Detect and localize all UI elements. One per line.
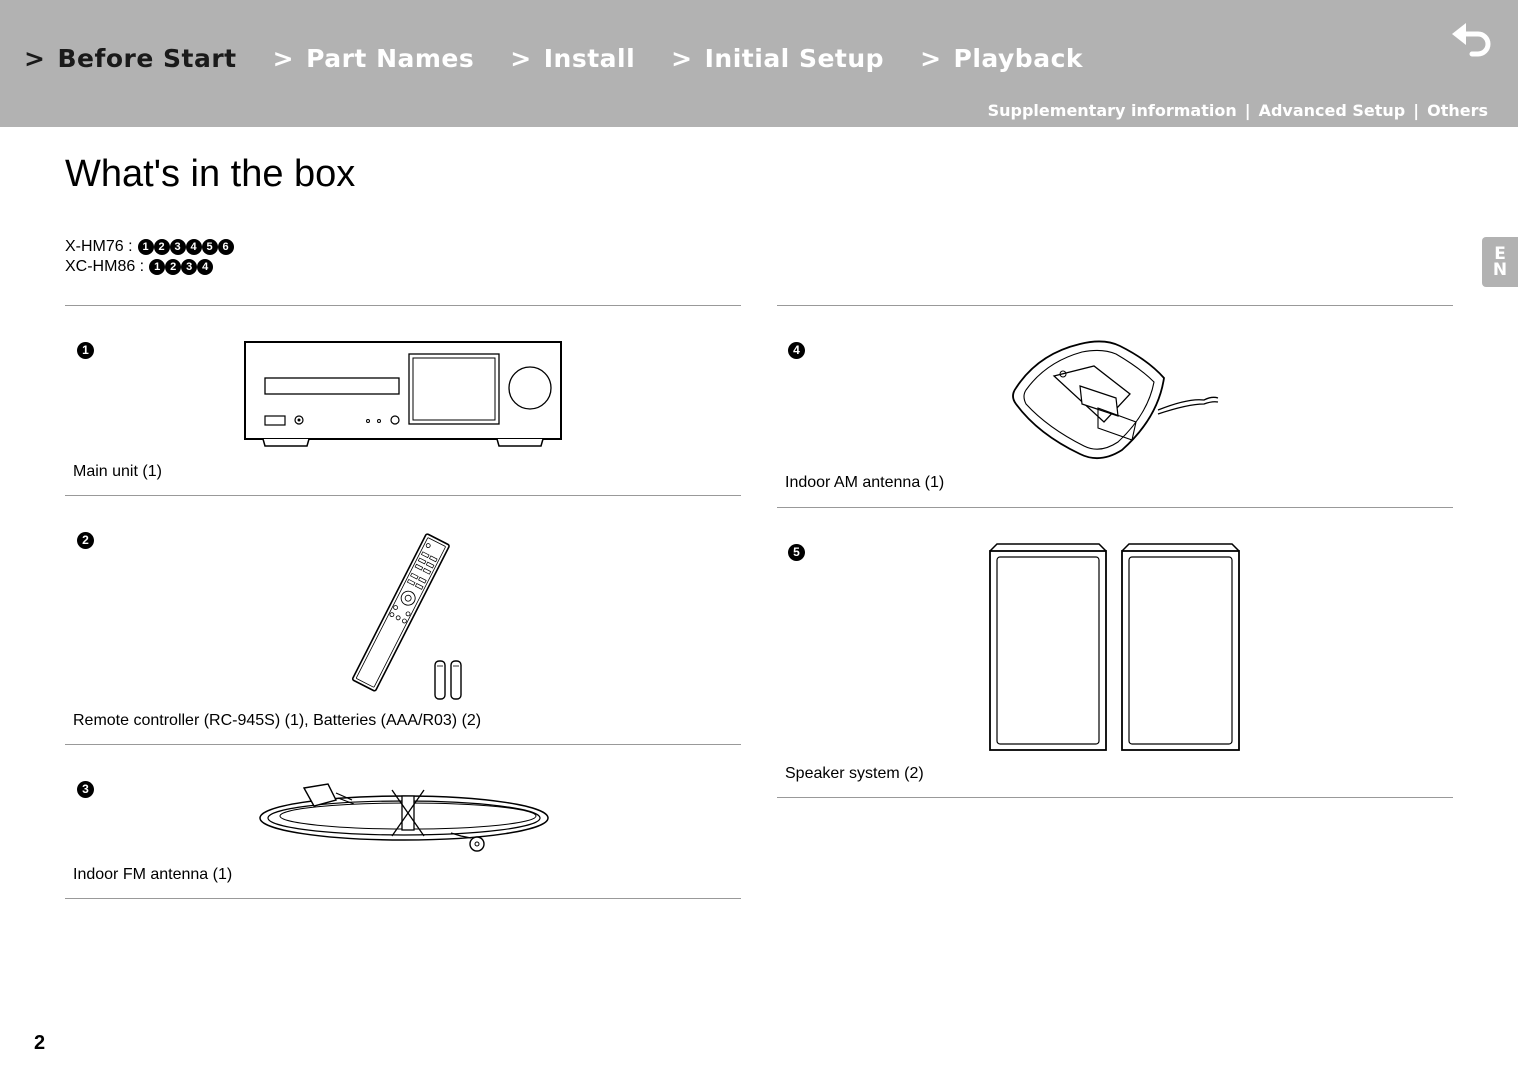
model-name: X-HM76 : [65, 238, 133, 255]
am-antenna-illustration [1008, 338, 1222, 469]
item-caption: Main unit (1) [73, 463, 162, 480]
model-contents-line [65, 258, 213, 276]
item-number-badge: 1 [138, 239, 154, 255]
item-number-badge: 1 [149, 259, 165, 275]
top-navigation-bar [0, 0, 1518, 127]
return-arrow-icon[interactable] [1448, 14, 1500, 58]
language-tab[interactable] [1482, 237, 1518, 287]
item-number-badge: 4 [788, 342, 805, 359]
language-tab-letter: N [1492, 260, 1508, 280]
main-unit-illustration [243, 340, 565, 457]
item-number-badge: 3 [77, 781, 94, 798]
nav-install[interactable]: > Install [510, 44, 636, 73]
page-title: What's in the box [65, 153, 356, 195]
remote-controller-illustration [338, 528, 470, 707]
page-number: 2 [34, 1032, 46, 1054]
item-number-badge: 2 [165, 259, 181, 275]
divider [777, 797, 1453, 798]
model-item-numbers [138, 239, 234, 255]
item-caption: Indoor AM antenna (1) [785, 474, 945, 491]
divider [777, 507, 1453, 508]
divider [777, 305, 1453, 306]
divider [65, 744, 741, 745]
divider [65, 898, 741, 899]
language-tab-letter: E [1494, 244, 1506, 264]
item-caption: Remote controller (RC-945S) (1), Batteries (AAA/R03) (2) [73, 712, 482, 729]
item-number-badge: 1 [77, 342, 94, 359]
fm-antenna-illustration [256, 778, 552, 861]
model-name: XC-HM86 : [65, 258, 145, 275]
item-number-badge: 2 [77, 532, 94, 549]
item-number-badge: 5 [202, 239, 218, 255]
divider [65, 495, 741, 496]
separator: | [1413, 101, 1420, 120]
item-number-badge: 4 [186, 239, 202, 255]
nav-part-names[interactable]: > Part Names [272, 44, 475, 73]
divider [65, 305, 741, 306]
item-number-badge: 6 [218, 239, 234, 255]
model-item-numbers [149, 259, 213, 275]
item-number-badge: 4 [197, 259, 213, 275]
nav-before-start[interactable]: > Before Start [24, 44, 237, 73]
item-caption: Indoor FM antenna (1) [73, 866, 233, 883]
sub-navigation [988, 101, 1488, 120]
item-number-badge: 5 [788, 544, 805, 561]
main-nav [24, 44, 1119, 73]
nav-initial-setup[interactable]: > Initial Setup [671, 44, 885, 73]
separator: | [1244, 101, 1251, 120]
item-number-badge: 2 [154, 239, 170, 255]
item-number-badge: 3 [181, 259, 197, 275]
model-contents-line [65, 238, 234, 256]
link-others[interactable]: Others [1427, 101, 1488, 120]
nav-playback[interactable]: > Playback [920, 44, 1084, 73]
item-number-badge: 3 [170, 239, 186, 255]
link-supplementary-information[interactable]: Supplementary information [987, 101, 1237, 120]
link-advanced-setup[interactable]: Advanced Setup [1258, 101, 1406, 120]
item-caption: Speaker system (2) [785, 765, 924, 782]
speaker-system-illustration [987, 541, 1243, 758]
